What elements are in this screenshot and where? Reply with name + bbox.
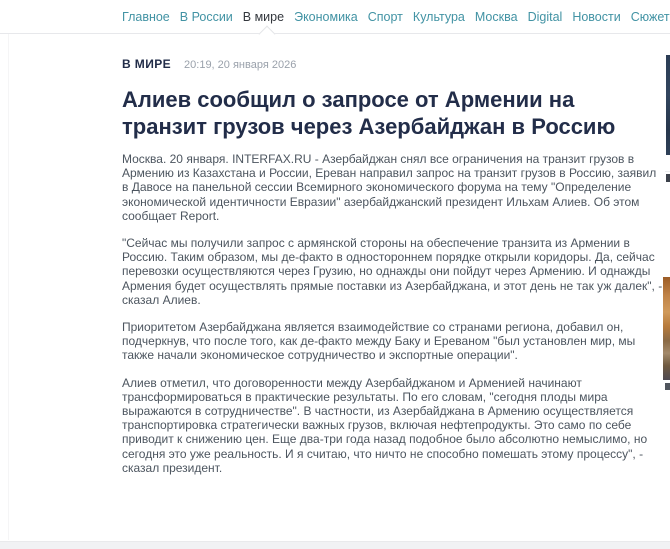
nav-item-digital[interactable]: Digital [527, 9, 563, 24]
right-rail-caption-edge [665, 383, 670, 390]
nav-item-sport[interactable]: Спорт [367, 9, 403, 24]
nav-item-novosti[interactable]: Новости [572, 9, 621, 24]
category-label[interactable]: В МИРЕ [122, 57, 172, 71]
nav-divider [0, 33, 670, 34]
nav-item-v-rossii[interactable]: В России [179, 9, 233, 24]
left-edge-line [8, 34, 9, 540]
right-rail-banner-edge[interactable] [666, 55, 670, 155]
article-meta [122, 57, 664, 71]
nav-item-ekonomika[interactable]: Экономика [294, 9, 358, 24]
nav-item-kultura[interactable]: Культура [412, 9, 465, 24]
article-paragraph-2: "Сейчас мы получили запрос с армянской стороны на обеспечение транзита из Армении в Россию. Таким образом, мы де-факто в одностороннем порядке открыли коридоры. Да, сейчас перевозки осуществляются через Грузию, но однажды они пойдут через Армению. И однажды Армения будет осуществлять прямые поставки из Азербайджана, и этот день не так уж далек", - сказал Алиев. [122, 236, 663, 307]
nav-item-moskva[interactable]: Москва [474, 9, 518, 24]
article-timestamp: 20:19, 20 января 2026 [184, 59, 297, 71]
right-rail-card-edge [665, 171, 670, 255]
top-navigation [0, 0, 670, 33]
nav-item-syuzhet[interactable]: Сюжет [630, 9, 670, 24]
article-headline: Алиев сообщил о запросе от Армении на транзит грузов через Азербайджан в Россию [122, 87, 616, 139]
article-paragraph-3: Приоритетом Азербайджана является взаимодействие со странами региона, добавил он, подчеркнув, что после того, как де-факто между Баку и Ереваном "был установлен мир, мы также начали экономическое сотрудничество и экспортные операции". [122, 320, 636, 363]
nav-item-v-mire[interactable]: В мире [242, 9, 285, 24]
right-rail-card-title-edge [666, 174, 670, 182]
article-body [122, 152, 664, 475]
right-rail-photo-edge[interactable] [663, 277, 670, 380]
bottom-strip [0, 541, 670, 549]
article-paragraph-1: Москва. 20 января. INTERFAX.RU - Азербайджан снял все ограничения на транзит грузов в Армению из Казахстана и России, Ереван направил запрос на транзит грузов в Россию, заявил в Давосе на панельной сессии Всемирного экономического форума на тему "Определение экономической идентичности Евразии" азербайджанский президент Ильхам Алиев. Об этом сообщает Report. [122, 152, 657, 223]
nav-item-glavnoe[interactable]: Главное [122, 9, 170, 24]
article [122, 57, 664, 488]
article-paragraph-4: Алиев отметил, что договоренности между Азербайджаном и Арменией начинают трансформироваться в практические результаты. По его словам, "сегодня плоды мира выражаются в сотрудничестве". В частности, из Азербайджана в Армению осуществляется транспортировка стратегически важных грузов, включая нефтепродукты. Это само по себе приводит к снижению цен. Еще два-три года назад подобное было абсолютно немыслимо, но сегодня это уже реальность. И я считаю, что ничто не способно помешать этому процессу", - сказал президент. [122, 375, 648, 475]
